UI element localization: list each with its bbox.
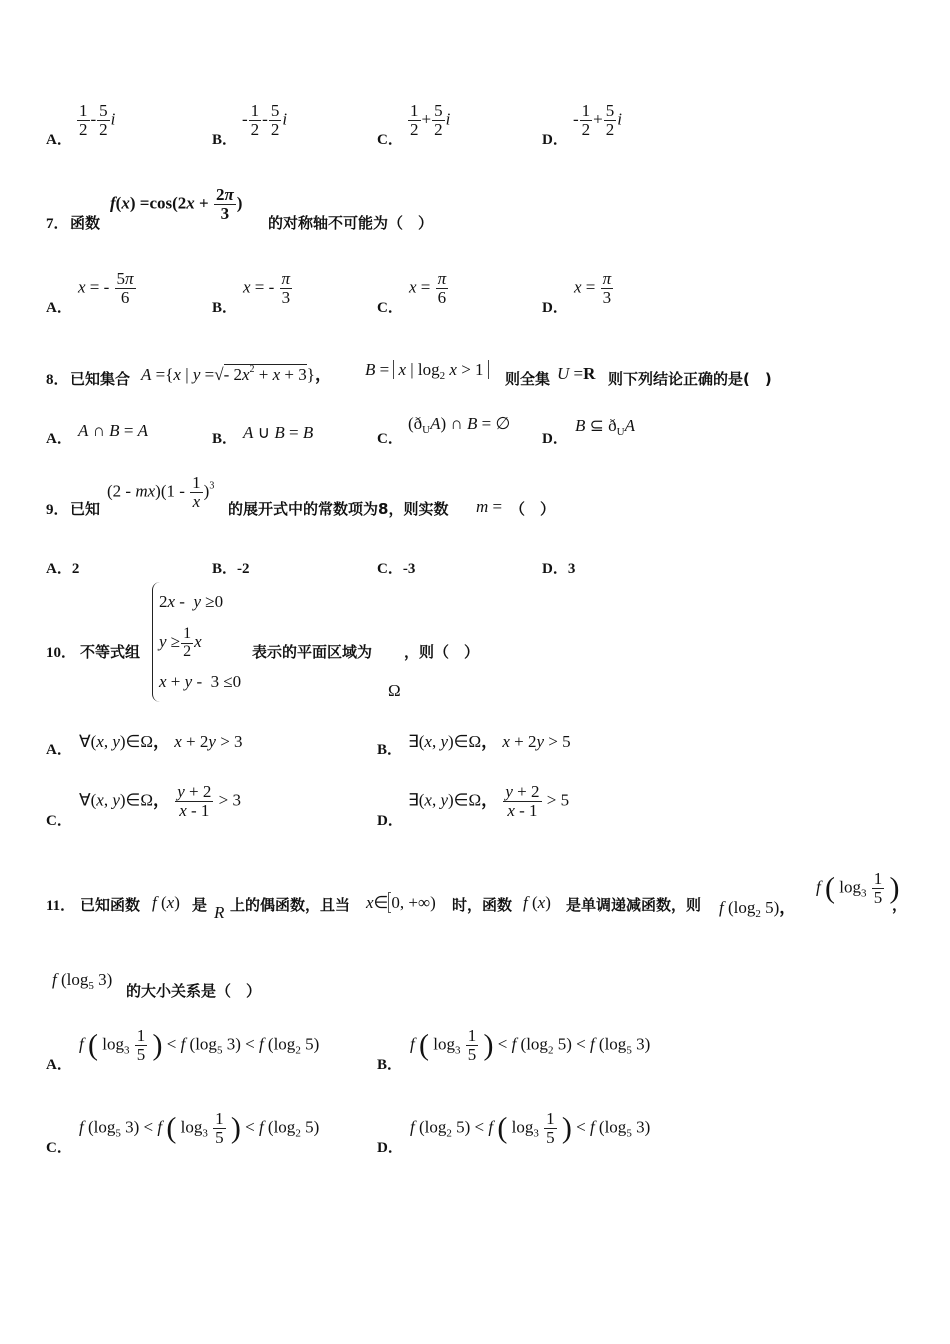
q11-option-a-math: f ( $\log_3$ $\frac{1}{5}$ ) < f ($\log_5$ 3) < f ($\log_2$ 5) [79,1026,320,1064]
q9-option-b-label: B． [212,561,238,577]
q9-option-a-label: A． [46,561,72,577]
q8-option-d-label: D． [542,431,568,447]
q10-option-c-label: C． [46,813,72,829]
q8-prefix: 已知集合 [70,370,131,388]
q6-option-d-math: - $\frac{1}{2}$ + $\frac{5}{2}$ i [573,101,622,139]
q10-prefix: 不等式组 [80,643,141,661]
q11-f-log3-fifth: f ( $\log_3$ $\frac{1}{5}$ ) [816,869,900,907]
q8-option-a-math: A ∩ B = A [78,421,149,440]
q7-function: f(x) =cos(2x + $\frac{2\pi}{3}$ ) [110,185,243,223]
q6-option-b-math: - $\frac{1}{2}$ - $\frac{5}{2}$ i [242,101,288,139]
q10-omega: Ω [388,681,401,700]
q11-option-c-label: C． [46,1140,72,1156]
q11-r-part: 上的偶函数，且当 [230,896,351,914]
q11-is: 是 [192,896,208,914]
q7-number: 7． [46,216,69,232]
q10-option-c-math: ∀(x, y)∈Ω， $\frac{y + 2}{x - 1}$ > 3 [79,782,241,820]
q11-fx-2: f (x) [523,893,551,912]
q11-comma: ， [892,896,908,914]
q11-option-b-math: f ( $\log_3$ $\frac{1}{5}$ ) < f ($\log_2$ 5) < f ($\log_5$ 3) [410,1026,651,1064]
q8-option-d-math: B ⊆ $ð_UA$ [575,416,635,438]
q8-number: 8． [46,372,69,388]
q9-option-b [212,557,250,578]
q8-option-c-math: $(ð_UA)$ ∩ B = ∅ [408,414,511,436]
q11-mono: 是单调递减函数，则 [566,896,702,914]
q8-set-b: B = x | $\log_2 x > 1$ [365,360,489,382]
q10-option-a-math: ∀(x, y)∈Ω， x + 2y > 3 [79,732,243,751]
q9-option-c [377,557,415,578]
q11-option-c-math: f ($\log_5$ 3) < f ( $\log_3$ $\frac{1}{5}$ ) < f ($\log_2$ 5) [79,1109,320,1147]
q10-option-b-math: ∃(x, y)∈Ω， x + 2y > 5 [408,732,571,751]
q6-option-c-label: C． [377,132,403,148]
q11-when: 时，函数 [452,896,513,914]
q8-universe: U =R [557,364,596,383]
q11-number: 11． [46,898,76,914]
q8-mid: 则全集 [505,370,551,388]
q11-option-d-label: D． [377,1140,403,1156]
q10-number: 10． [46,645,77,661]
q7-option-a-label: A． [46,300,72,316]
q9-number: 9． [46,502,69,518]
q6-option-a-math: $\frac{1}{2}$ - $\frac{5}{2}$ i [79,101,116,139]
q11-option-b-label: B． [377,1057,403,1073]
q6-option-d-label: D． [542,132,568,148]
q6-option-a-label: A． [46,132,72,148]
q9-prefix: 已知 [70,500,101,518]
q9-expression: (2 - mx)(1 - $\frac{1}{x}$ )$^3$ [107,473,215,511]
q9-option-c-label: C． [377,561,403,577]
q11-relation: 的大小关系是（ ） [126,982,262,1000]
q8-option-c-label: C． [377,431,403,447]
q9-option-a-value: 2 [71,561,80,577]
q7-suffix: 的对称轴不可能为（ ） [268,214,434,232]
q9-option-b-value: -2 [237,561,250,577]
q10-inequality-system: 2x - y ≥0 y ≥ $\frac{1}{2}$ x x + y - 3 ≤0 [152,582,241,702]
q9-option-d-label: D． [542,561,568,577]
q6-option-b-label: B． [212,132,238,148]
q11-interval: x∈ 0, +∞) [366,893,436,912]
q10-option-b-label: B． [377,742,403,758]
q10-option-d-label: D． [377,813,403,829]
q9-option-a [46,557,79,578]
q6-option-c-math: $\frac{1}{2}$ + $\frac{5}{2}$ i [410,101,451,139]
q8-set-a: A ={x | y =√- $2x^2 + x + 3$}， [141,364,332,384]
q7-option-c-label: C． [377,300,403,316]
q9-option-d-value: 3 [567,561,576,577]
q9-option-c-value: -3 [402,561,416,577]
q9-option-d [542,557,575,578]
q10-tail: ，则（ ） [404,643,480,661]
q11-option-a-label: A． [46,1057,72,1073]
q8-option-b-math: A ∪ B = B [243,423,314,442]
q11-fx-1: f (x) [152,893,180,912]
q7-prefix: 函数 [70,214,101,232]
q10-option-d-math: ∃(x, y)∈Ω， $\frac{y + 2}{x - 1}$ > 5 [408,782,570,820]
q10-option-a-label: A． [46,742,72,758]
q7-option-d-label: D． [542,300,568,316]
q11-f-log2-5: f ($\log_2$ 5)， [719,898,797,920]
q11-prefix: 已知函数 [80,896,141,914]
q11-f-log5-3: f ($\log_5$ 3) [52,970,113,992]
q7-option-b-label: B． [212,300,238,316]
q11-r: R [214,903,225,922]
q10-suffix: 表示的平面区域为 [252,643,373,661]
q9-tail: （ ） [510,500,556,518]
q7-option-c-math: x = $\frac{\pi}{6}$ [409,269,447,307]
q9-suffix: 的展开式中的常数项为8，则实数 [228,500,449,518]
q8-option-a-label: A． [46,431,72,447]
q7-option-b-math: x = - $\frac{\pi}{3}$ [243,269,291,307]
q7-option-a-math: x = - $\frac{5\pi}{6}$ [78,269,134,307]
q11-option-d-math: f ($\log_2$ 5) < f ( $\log_3$ $\frac{1}{5}$ ) < f ($\log_5$ 3) [410,1109,651,1147]
q8-suffix: 则下列结论正确的是( ) [608,370,772,388]
q9-variable: m = [476,497,503,516]
q7-option-d-math: x = $\frac{\pi}{3}$ [574,269,612,307]
q8-option-b-label: B． [212,431,238,447]
